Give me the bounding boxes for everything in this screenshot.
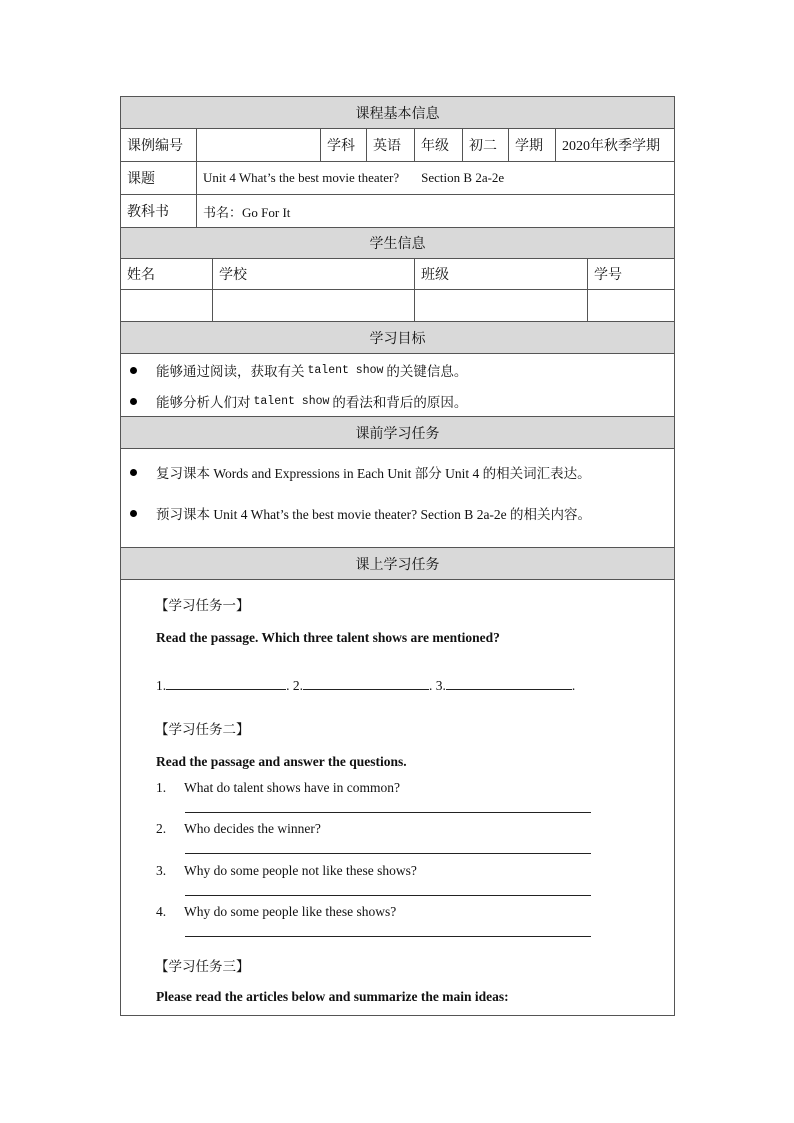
term-label: 学期 [508, 129, 555, 161]
school-input[interactable] [212, 290, 414, 321]
answer-line-3[interactable] [185, 895, 591, 896]
answer-line-2[interactable] [185, 853, 591, 854]
objective-item-2: 能够分析人们对 talent show 的看法和背后的原因。 [130, 392, 467, 410]
answer-blank-1[interactable] [166, 677, 286, 690]
textbook-label: 教科书 [127, 205, 169, 220]
question-4: 4. Why do some people like these shows? [156, 904, 397, 919]
task2-instruction: Read the passage and answer the questions. [156, 754, 407, 769]
task3-instruction: Please read the articles below and summarize the main ideas: [156, 989, 509, 1004]
textbook-value: 书名：Go For It [196, 195, 674, 227]
bullet-icon [130, 510, 137, 517]
bullet-icon [130, 367, 137, 374]
code-label: 课例编号 [127, 139, 183, 154]
question-1: 1. What do talent shows have in common? [156, 780, 400, 795]
class-tasks-body [121, 580, 674, 1015]
subject-label: 学科 [320, 129, 366, 161]
task1-instruction: Read the passage. Which three talent shows are mentioned? [156, 630, 500, 645]
student-labels-row [121, 259, 674, 290]
student-id-label: 学号 [587, 259, 674, 289]
objectives-header [121, 322, 674, 354]
name-input[interactable] [121, 290, 212, 321]
question-3: 3. Why do some people not like these shows? [156, 863, 417, 878]
objectives-title: 学习目标 [369, 331, 426, 347]
topic-section: Section B 2a-2e [421, 170, 505, 185]
lesson-worksheet [120, 96, 675, 1016]
task3-title: 【学习任务三】 [155, 959, 250, 974]
student-info-title: 学生信息 [369, 237, 426, 252]
pre-task-item-1: 复习课本 Words and Expressions in Each Unit 部分 Unit 4 的相关词汇表达。 [130, 463, 591, 481]
pre-tasks-list [121, 449, 674, 548]
topic-row [121, 162, 674, 195]
class-tasks-header [121, 548, 674, 580]
task1-title: 【学习任务一】 [155, 598, 250, 613]
class-label: 班级 [414, 259, 587, 289]
answer-blank-2[interactable] [303, 677, 429, 690]
task2-title: 【学习任务二】 [155, 722, 250, 737]
answer-line-4[interactable] [185, 936, 591, 937]
objective-item-1: 能够通过阅读，获取有关 talent show 的关键信息。 [130, 361, 467, 379]
bullet-icon [130, 469, 137, 476]
course-info-header [121, 97, 674, 129]
school-label: 学校 [212, 259, 414, 289]
pre-tasks-title: 课前学习任务 [355, 426, 440, 442]
bullet-icon [130, 398, 137, 405]
grade-value: 初二 [462, 129, 508, 161]
code-value [196, 129, 320, 161]
name-label: 姓名 [127, 268, 155, 283]
topic-title: Unit 4 What’s the best movie theater? [203, 170, 400, 185]
topic-label: 课题 [127, 172, 155, 187]
grade-label: 年级 [414, 129, 462, 161]
answer-line-1[interactable] [185, 812, 591, 813]
pre-task-item-2: 预习课本 Unit 4 What’s the best movie theater? Section B 2a-2e 的相关内容。 [130, 504, 591, 522]
class-tasks-title: 课上学习任务 [355, 557, 440, 573]
topic-value [196, 162, 674, 194]
textbook-row [121, 195, 674, 228]
course-meta-row [121, 129, 674, 162]
answer-blank-3[interactable] [446, 677, 572, 690]
task1-answer-line: 1. . 2. . 3. . [156, 678, 576, 693]
student-values-row [121, 290, 674, 322]
course-info-title: 课程基本信息 [355, 106, 440, 122]
objectives-list [121, 354, 674, 417]
student-info-header [121, 228, 674, 259]
question-2: 2. Who decides the winner? [156, 821, 321, 836]
term-value: 2020年秋季学期 [555, 129, 674, 161]
student-id-input[interactable] [587, 290, 674, 321]
subject-value: 英语 [366, 129, 414, 161]
pre-tasks-header [121, 417, 674, 449]
class-input[interactable] [414, 290, 587, 321]
